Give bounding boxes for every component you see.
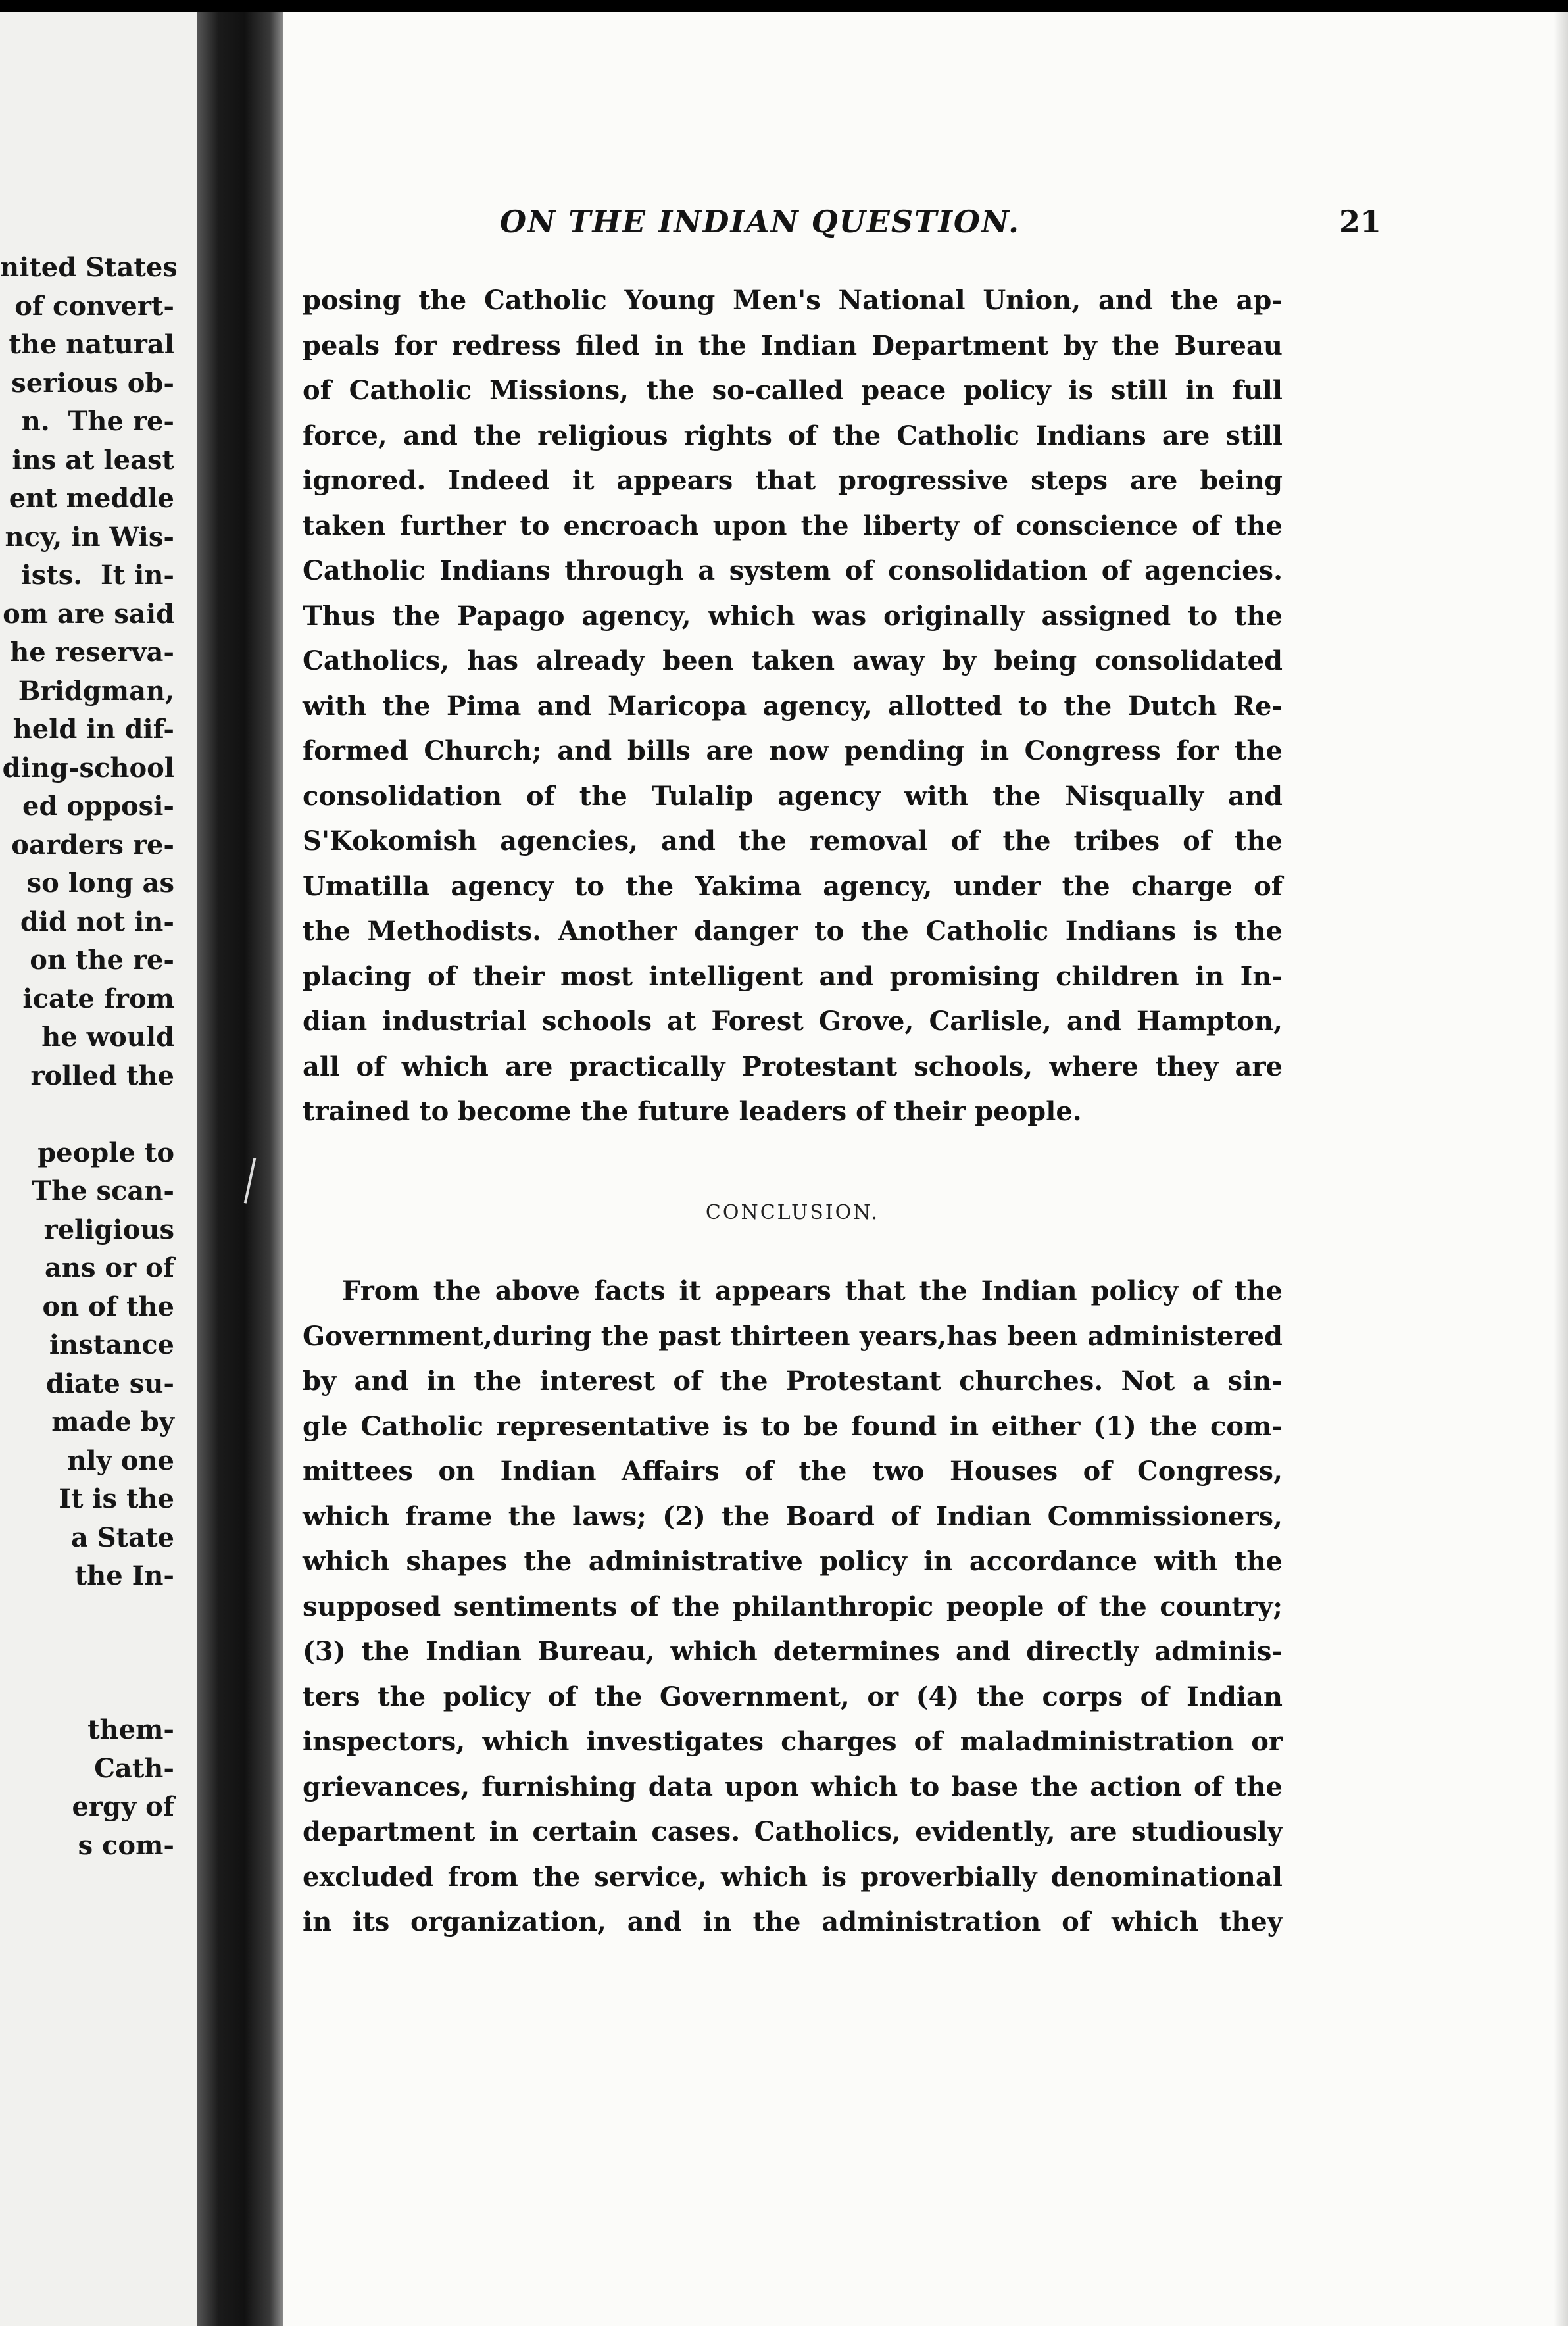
left-fragment-line: of convert- xyxy=(14,290,174,322)
text-line: the Methodists. Another danger to the Catholic Indians is the xyxy=(303,916,1283,947)
left-fragment-line: them- xyxy=(87,1714,174,1745)
text-line: ignored. Indeed it appears that progressive steps are being xyxy=(303,465,1283,496)
text-line: all of which are practically Protestant schools, where they are xyxy=(303,1051,1283,1082)
text-line: dian industrial schools at Forest Grove, Carlisle, and Hampton, xyxy=(303,1006,1283,1037)
left-fragment-line: rolled the xyxy=(30,1060,174,1091)
left-fragment-line: made by xyxy=(51,1406,174,1437)
left-fragment-line: ed opposi- xyxy=(22,791,174,822)
left-fragment-line: religious xyxy=(43,1214,174,1245)
text-line: in its organization, and in the administration of which they xyxy=(303,1906,1283,1937)
left-fragment-line: the In- xyxy=(74,1560,174,1591)
left-fragment-line: he reserva- xyxy=(10,637,174,668)
text-line: taken further to encroach upon the liberty of conscience of the xyxy=(303,510,1283,541)
left-fragment-line: It is the xyxy=(59,1483,174,1514)
text-line: inspectors, which investigates charges of maladministration or xyxy=(303,1726,1283,1757)
text-line: mittees on Indian Affairs of the two Houses of Congress, xyxy=(303,1456,1283,1487)
left-fragment-line: ent meddle xyxy=(9,483,174,514)
page-number: 21 xyxy=(1338,204,1381,239)
left-fragment-line: ists. It in- xyxy=(21,560,174,591)
left-fragment-line: serious ob- xyxy=(11,367,174,399)
running-title: ON THE INDIAN QUESTION. xyxy=(500,204,1021,239)
page-edge-shadow xyxy=(1554,12,1568,2326)
left-fragment-line: The scan- xyxy=(32,1175,174,1206)
left-fragment-line: he would xyxy=(41,1022,174,1052)
text-line: consolidation of the Tulalip agency with the Nisqually and xyxy=(303,780,1283,812)
left-fragment-line: did not in- xyxy=(20,906,174,937)
left-fragment-line: on of the xyxy=(42,1291,174,1322)
text-line: S'Kokomish agencies, and the removal of the tribes of the xyxy=(303,826,1283,856)
text-line: supposed sentiments of the philanthropic people of the country; xyxy=(303,1591,1283,1622)
left-fragment-line: a State xyxy=(70,1522,174,1553)
text-line: trained to become the future leaders of their people. xyxy=(303,1096,1082,1127)
text-line: department in certain cases. Catholics, evidently, are studiously xyxy=(303,1816,1283,1847)
left-fragment-line: nly one xyxy=(67,1445,174,1476)
left-page-text xyxy=(0,249,178,1865)
page-header xyxy=(500,204,1381,243)
left-fragment-line xyxy=(0,1634,174,1673)
text-line: with the Pima and Maricopa agency, allotted to the Dutch Re- xyxy=(303,690,1283,722)
left-fragment-line: people to xyxy=(37,1137,174,1168)
left-fragment-line: s com- xyxy=(78,1829,174,1861)
text-line: From the above facts it appears that the Indian policy of the xyxy=(342,1275,1283,1306)
scan-top-border xyxy=(0,0,1568,12)
text-line: (3) the Indian Bureau, which determines and directly adminis- xyxy=(303,1636,1283,1667)
paragraph-conclusion xyxy=(303,1269,1283,1945)
text-line: formed Church; and bills are now pending in Congress for the xyxy=(303,735,1283,766)
right-page xyxy=(283,12,1568,2326)
section-heading: CONCLUSION. xyxy=(705,1201,880,1224)
left-fragment-line xyxy=(0,1673,174,1712)
left-fragment-line: the natural xyxy=(9,329,174,360)
book-gutter-shadow xyxy=(197,12,283,2326)
left-fragment-line: ncy, in Wis- xyxy=(5,521,174,553)
left-fragment-line: om are said xyxy=(3,598,174,630)
text-line: excluded from the service, which is proverbially denominational xyxy=(303,1861,1283,1893)
text-line: force, and the religious rights of the Catholic Indians are still xyxy=(303,420,1283,451)
left-fragment-line: Cath- xyxy=(94,1752,174,1784)
text-line: gle Catholic representative is to be found in either (1) the com- xyxy=(303,1410,1283,1442)
left-fragment-line: ding-school xyxy=(2,752,174,783)
left-fragment-line xyxy=(0,1596,174,1635)
text-line: placing of their most intelligent and promising children in In- xyxy=(303,960,1283,992)
text-line: ters the policy of the Government, or (4) the corps of Indian xyxy=(303,1681,1283,1712)
left-page-fragment xyxy=(0,12,197,2326)
text-line: Government,during the past thirteen years,has been administered xyxy=(303,1320,1283,1352)
text-line: of Catholic Missions, the so-called peace policy is still in full xyxy=(303,375,1283,406)
text-line: which shapes the administrative policy in accordance with the xyxy=(303,1546,1283,1577)
text-line: which frame the laws; (2) the Board of Indian Commissioners, xyxy=(303,1500,1283,1532)
text-line: posing the Catholic Young Men's National Union, and the ap- xyxy=(303,285,1283,316)
left-fragment-line: Bridgman, xyxy=(18,675,174,706)
text-line: Thus the Papago agency, which was originally assigned to the xyxy=(303,600,1283,631)
text-line: peals for redress filed in the Indian Department by the Bureau xyxy=(303,330,1283,361)
left-fragment-line: n. The re- xyxy=(21,406,174,437)
text-line: Umatilla agency to the Yakima agency, under the charge of xyxy=(303,870,1283,902)
left-fragment-line: so long as xyxy=(26,868,174,899)
left-fragment-line: icate from xyxy=(22,983,174,1014)
left-fragment-line: instance xyxy=(49,1329,174,1360)
left-fragment-line: oarders re- xyxy=(11,829,174,860)
text-line: Catholic Indians through a system of consolidation of agencies. xyxy=(303,555,1283,586)
left-fragment-line: ergy of xyxy=(72,1791,174,1822)
left-fragment-line: on the re- xyxy=(30,945,174,976)
left-fragment-line: nited States xyxy=(0,252,178,283)
left-fragment-line xyxy=(0,1095,174,1134)
text-line: Catholics, has already been taken away by being consolidated xyxy=(303,645,1283,676)
text-line: grievances, furnishing data upon which to base the action of the xyxy=(303,1771,1283,1802)
text-line: by and in the interest of the Protestant churches. Not a sin- xyxy=(303,1366,1283,1397)
left-fragment-line: ans or of xyxy=(44,1252,174,1283)
left-fragment-line: ins at least xyxy=(12,444,174,476)
left-fragment-line: diate su- xyxy=(45,1368,174,1399)
paragraph-continued xyxy=(303,278,1283,1135)
left-fragment-line: held in dif- xyxy=(12,714,174,745)
